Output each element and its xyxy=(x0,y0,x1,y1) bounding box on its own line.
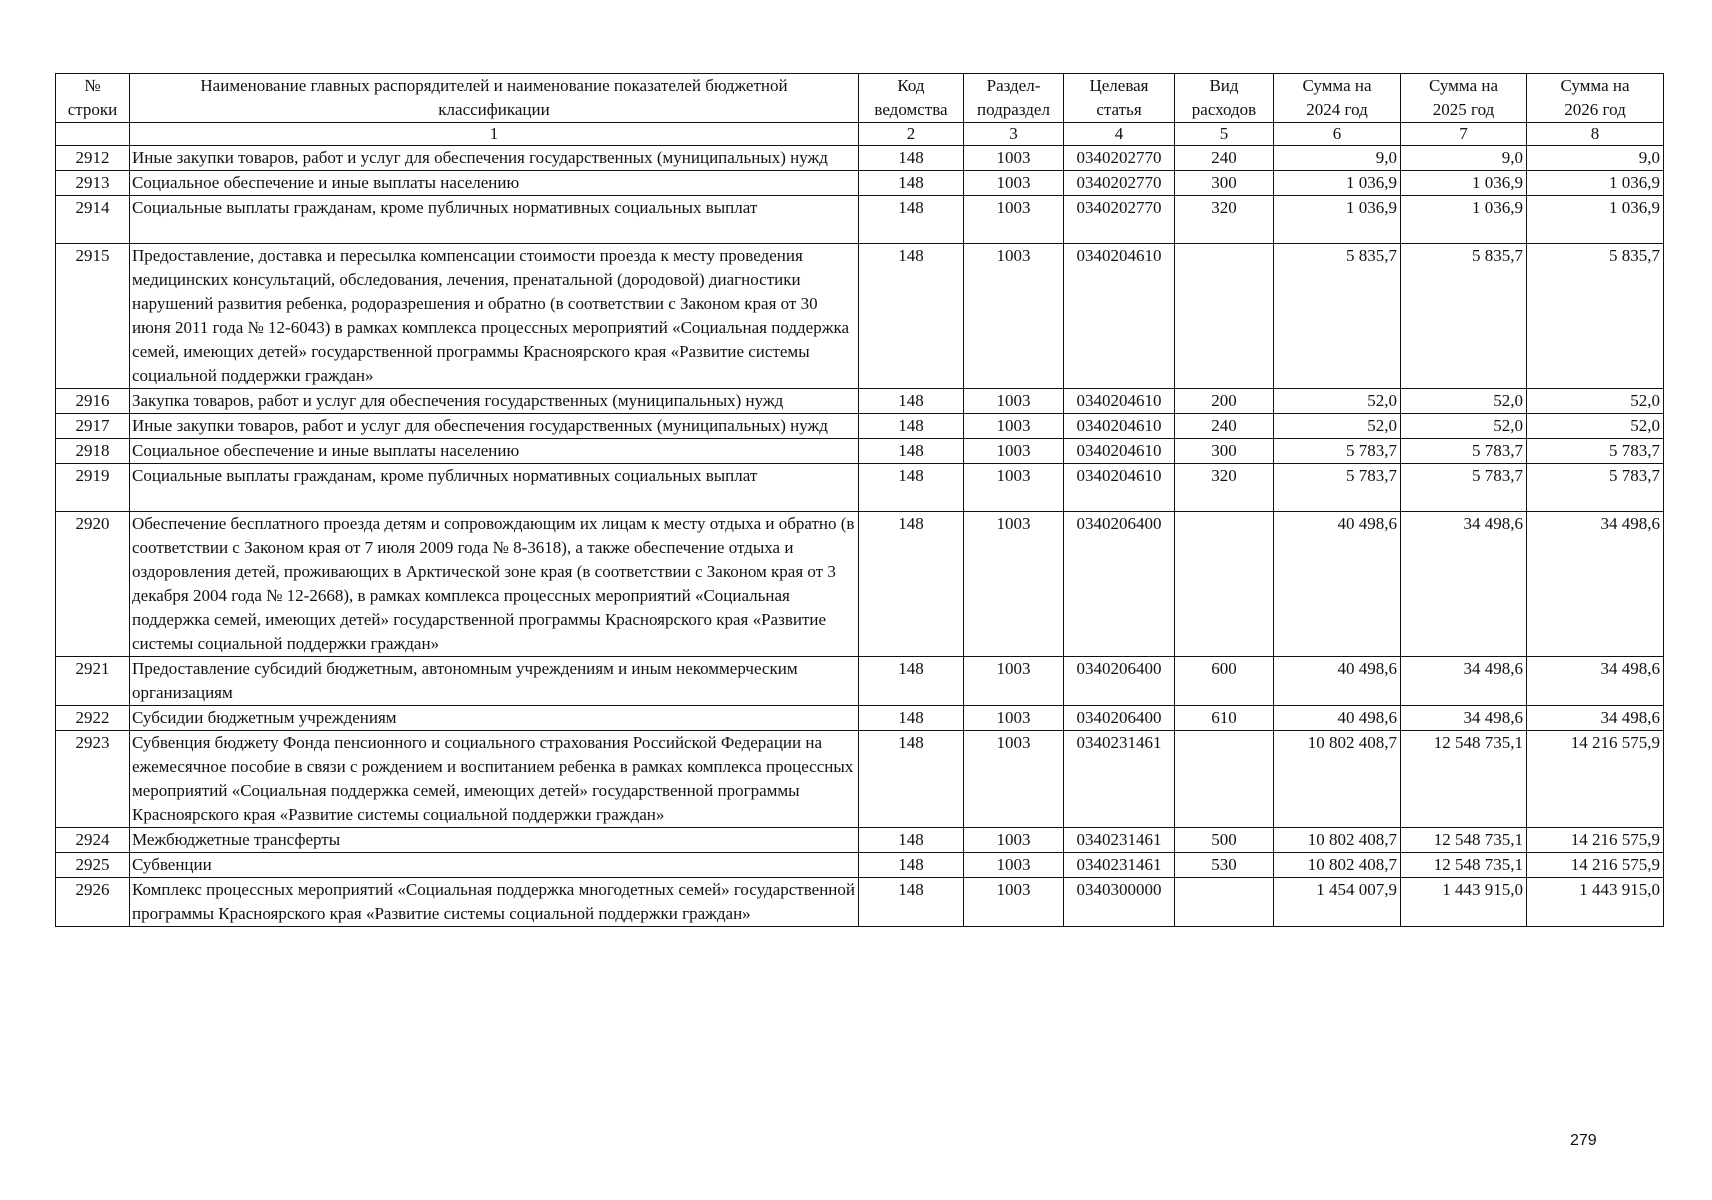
table-row xyxy=(56,414,1664,439)
row-name: Иные закупки товаров, работ и услуг для обеспечения государственных (муниципальных) нужд xyxy=(130,414,859,439)
row-target: 0340231461 xyxy=(1064,731,1175,828)
page-number: 279 xyxy=(1570,1132,1597,1149)
table-row xyxy=(56,657,1664,706)
row-sum-2025: 1 036,9 xyxy=(1401,171,1527,196)
row-razdel: 1003 xyxy=(964,244,1064,389)
header-col-sum-2026: Сумма на 2026 год xyxy=(1527,74,1664,123)
row-number: 2913 xyxy=(56,171,130,196)
row-sum-2025: 34 498,6 xyxy=(1401,657,1527,706)
row-sum-2026: 14 216 575,9 xyxy=(1527,731,1664,828)
row-ved: 148 xyxy=(859,731,964,828)
column-number: 7 xyxy=(1401,123,1527,146)
row-target: 0340202770 xyxy=(1064,171,1175,196)
column-number: 4 xyxy=(1064,123,1175,146)
row-number: 2926 xyxy=(56,878,130,927)
row-vr: 320 xyxy=(1175,464,1274,512)
row-target: 0340206400 xyxy=(1064,657,1175,706)
row-razdel: 1003 xyxy=(964,171,1064,196)
row-sum-2024: 40 498,6 xyxy=(1274,706,1401,731)
column-number: 6 xyxy=(1274,123,1401,146)
row-ved: 148 xyxy=(859,244,964,389)
table-row xyxy=(56,146,1664,171)
row-sum-2026: 5 783,7 xyxy=(1527,439,1664,464)
row-sum-2025: 9,0 xyxy=(1401,146,1527,171)
row-razdel: 1003 xyxy=(964,828,1064,853)
row-target: 0340202770 xyxy=(1064,146,1175,171)
row-target: 0340206400 xyxy=(1064,512,1175,657)
row-sum-2024: 5 783,7 xyxy=(1274,464,1401,512)
row-vr xyxy=(1175,731,1274,828)
row-number: 2917 xyxy=(56,414,130,439)
row-razdel: 1003 xyxy=(964,439,1064,464)
row-ved: 148 xyxy=(859,828,964,853)
header-col-name: Наименование главных распорядителей и наименование показателей бюджетной классификации xyxy=(130,74,859,123)
row-sum-2026: 52,0 xyxy=(1527,414,1664,439)
header-col-sum-2024: Сумма на 2024 год xyxy=(1274,74,1401,123)
table-row xyxy=(56,244,1664,389)
row-number: 2925 xyxy=(56,853,130,878)
table-row xyxy=(56,853,1664,878)
row-sum-2025: 34 498,6 xyxy=(1401,512,1527,657)
row-name: Социальные выплаты гражданам, кроме публичных нормативных социальных выплат xyxy=(130,464,859,512)
row-sum-2024: 40 498,6 xyxy=(1274,657,1401,706)
row-name: Предоставление, доставка и пересылка компенсации стоимости проезда к месту проведения медицинских консультаций, обследования, лечения, пренатальной (дородовой) диагностики нарушений развития ребенка, родоразрешения и обратно (в соответствии с Законом края от 30 июня 2011 года № 12-6043) в рамках комплекса процессных мероприятий «Социальная поддержка семей, имеющих детей» государственной программы Красноярского края «Развитие системы социальной поддержки граждан» xyxy=(130,244,859,389)
row-sum-2024: 10 802 408,7 xyxy=(1274,828,1401,853)
row-sum-2025: 52,0 xyxy=(1401,414,1527,439)
row-target: 0340204610 xyxy=(1064,464,1175,512)
table-row xyxy=(56,828,1664,853)
column-number xyxy=(56,123,130,146)
row-target: 0340204610 xyxy=(1064,414,1175,439)
row-ved: 148 xyxy=(859,439,964,464)
column-number: 3 xyxy=(964,123,1064,146)
row-sum-2025: 12 548 735,1 xyxy=(1401,828,1527,853)
row-vr: 530 xyxy=(1175,853,1274,878)
header-col-no: № строки xyxy=(56,74,130,123)
row-razdel: 1003 xyxy=(964,731,1064,828)
row-sum-2026: 14 216 575,9 xyxy=(1527,853,1664,878)
column-number-row xyxy=(56,123,1664,146)
row-vr: 500 xyxy=(1175,828,1274,853)
row-ved: 148 xyxy=(859,657,964,706)
table-row xyxy=(56,439,1664,464)
row-sum-2024: 1 036,9 xyxy=(1274,171,1401,196)
row-vr: 300 xyxy=(1175,171,1274,196)
row-vr: 300 xyxy=(1175,439,1274,464)
row-sum-2026: 34 498,6 xyxy=(1527,706,1664,731)
table-row xyxy=(56,512,1664,657)
header-col-razdel: Раздел- подраздел xyxy=(964,74,1064,123)
row-name: Субвенция бюджету Фонда пенсионного и социального страхования Российской Федерации на ежемесячное пособие в связи с рождением и воспитанием ребенка в рамках комплекса процессных мероприятий «Социальная поддержка семей, имеющих детей» государственной программы Красноярского края «Развитие системы социальной поддержки граждан» xyxy=(130,731,859,828)
row-number: 2924 xyxy=(56,828,130,853)
row-target: 0340300000 xyxy=(1064,878,1175,927)
column-number: 5 xyxy=(1175,123,1274,146)
row-sum-2026: 34 498,6 xyxy=(1527,512,1664,657)
row-target: 0340204610 xyxy=(1064,439,1175,464)
row-ved: 148 xyxy=(859,464,964,512)
table-row xyxy=(56,706,1664,731)
row-razdel: 1003 xyxy=(964,657,1064,706)
row-sum-2024: 5 783,7 xyxy=(1274,439,1401,464)
row-ved: 148 xyxy=(859,414,964,439)
row-ved: 148 xyxy=(859,389,964,414)
row-razdel: 1003 xyxy=(964,706,1064,731)
row-ved: 148 xyxy=(859,171,964,196)
row-number: 2922 xyxy=(56,706,130,731)
row-sum-2024: 1 036,9 xyxy=(1274,196,1401,244)
row-ved: 148 xyxy=(859,853,964,878)
column-number: 2 xyxy=(859,123,964,146)
row-razdel: 1003 xyxy=(964,196,1064,244)
row-vr: 240 xyxy=(1175,146,1274,171)
budget-table xyxy=(55,73,1664,927)
column-number: 1 xyxy=(130,123,859,146)
row-number: 2916 xyxy=(56,389,130,414)
row-target: 0340231461 xyxy=(1064,828,1175,853)
table-row xyxy=(56,171,1664,196)
row-target: 0340206400 xyxy=(1064,706,1175,731)
row-ved: 148 xyxy=(859,706,964,731)
row-vr: 600 xyxy=(1175,657,1274,706)
row-sum-2024: 9,0 xyxy=(1274,146,1401,171)
row-ved: 148 xyxy=(859,878,964,927)
row-vr: 240 xyxy=(1175,414,1274,439)
row-sum-2026: 5 783,7 xyxy=(1527,464,1664,512)
row-name: Предоставление субсидий бюджетным, автономным учреждениям и иным некоммерческим организациям xyxy=(130,657,859,706)
row-sum-2026: 52,0 xyxy=(1527,389,1664,414)
row-razdel: 1003 xyxy=(964,389,1064,414)
row-name: Субсидии бюджетным учреждениям xyxy=(130,706,859,731)
row-razdel: 1003 xyxy=(964,146,1064,171)
table-row xyxy=(56,389,1664,414)
header-row xyxy=(56,74,1664,123)
row-razdel: 1003 xyxy=(964,878,1064,927)
row-sum-2025: 5 783,7 xyxy=(1401,464,1527,512)
row-target: 0340231461 xyxy=(1064,853,1175,878)
row-razdel: 1003 xyxy=(964,512,1064,657)
row-sum-2024: 52,0 xyxy=(1274,414,1401,439)
row-sum-2026: 1 036,9 xyxy=(1527,171,1664,196)
row-ved: 148 xyxy=(859,512,964,657)
row-name: Комплекс процессных мероприятий «Социальная поддержка многодетных семей» государственной программы Красноярского края «Развитие системы социальной поддержки граждан» xyxy=(130,878,859,927)
row-number: 2919 xyxy=(56,464,130,512)
row-sum-2024: 1 454 007,9 xyxy=(1274,878,1401,927)
row-number: 2918 xyxy=(56,439,130,464)
budget-table-sheet xyxy=(55,73,1663,927)
table-row xyxy=(56,731,1664,828)
row-razdel: 1003 xyxy=(964,464,1064,512)
row-name: Обеспечение бесплатного проезда детям и сопровождающим их лицам к месту отдыха и обратно (в соответствии с Законом края от 7 июля 2009 года № 8-3618), а также обеспечение отдыха и оздоровления детей, проживающих в Арктической зоне края (в соответствии с Законом края от 3 декабря 2004 года № 12-2668), в рамках комплекса процессных мероприятий «Социальная поддержка семей, имеющих детей» государственной программы Красноярского края «Развитие системы социальной поддержки граждан» xyxy=(130,512,859,657)
row-number: 2921 xyxy=(56,657,130,706)
row-vr: 200 xyxy=(1175,389,1274,414)
row-target: 0340204610 xyxy=(1064,244,1175,389)
column-number: 8 xyxy=(1527,123,1664,146)
row-sum-2026: 5 835,7 xyxy=(1527,244,1664,389)
row-sum-2025: 52,0 xyxy=(1401,389,1527,414)
row-sum-2024: 5 835,7 xyxy=(1274,244,1401,389)
row-vr xyxy=(1175,512,1274,657)
row-sum-2025: 1 036,9 xyxy=(1401,196,1527,244)
row-target: 0340204610 xyxy=(1064,389,1175,414)
row-name: Иные закупки товаров, работ и услуг для обеспечения государственных (муниципальных) нужд xyxy=(130,146,859,171)
row-target: 0340202770 xyxy=(1064,196,1175,244)
row-sum-2024: 52,0 xyxy=(1274,389,1401,414)
row-sum-2025: 1 443 915,0 xyxy=(1401,878,1527,927)
row-razdel: 1003 xyxy=(964,414,1064,439)
row-sum-2026: 34 498,6 xyxy=(1527,657,1664,706)
row-number: 2915 xyxy=(56,244,130,389)
row-sum-2025: 5 835,7 xyxy=(1401,244,1527,389)
row-vr xyxy=(1175,244,1274,389)
row-name: Межбюджетные трансферты xyxy=(130,828,859,853)
row-number: 2920 xyxy=(56,512,130,657)
row-sum-2025: 34 498,6 xyxy=(1401,706,1527,731)
row-vr xyxy=(1175,878,1274,927)
table-row xyxy=(56,196,1664,244)
row-sum-2024: 10 802 408,7 xyxy=(1274,853,1401,878)
row-sum-2025: 12 548 735,1 xyxy=(1401,853,1527,878)
row-sum-2026: 14 216 575,9 xyxy=(1527,828,1664,853)
row-name: Закупка товаров, работ и услуг для обеспечения государственных (муниципальных) нужд xyxy=(130,389,859,414)
row-number: 2912 xyxy=(56,146,130,171)
row-name: Социальное обеспечение и иные выплаты населению xyxy=(130,171,859,196)
table-row xyxy=(56,878,1664,927)
table-row xyxy=(56,464,1664,512)
row-ved: 148 xyxy=(859,196,964,244)
row-ved: 148 xyxy=(859,146,964,171)
header-col-sum-2025: Сумма на 2025 год xyxy=(1401,74,1527,123)
row-sum-2024: 10 802 408,7 xyxy=(1274,731,1401,828)
header-col-vr: Вид расходов xyxy=(1175,74,1274,123)
row-sum-2026: 1 443 915,0 xyxy=(1527,878,1664,927)
row-sum-2026: 1 036,9 xyxy=(1527,196,1664,244)
row-razdel: 1003 xyxy=(964,853,1064,878)
row-sum-2024: 40 498,6 xyxy=(1274,512,1401,657)
row-sum-2025: 12 548 735,1 xyxy=(1401,731,1527,828)
row-name: Социальное обеспечение и иные выплаты населению xyxy=(130,439,859,464)
row-sum-2025: 5 783,7 xyxy=(1401,439,1527,464)
row-vr: 320 xyxy=(1175,196,1274,244)
row-number: 2914 xyxy=(56,196,130,244)
row-number: 2923 xyxy=(56,731,130,828)
row-name: Социальные выплаты гражданам, кроме публичных нормативных социальных выплат xyxy=(130,196,859,244)
header-col-ved: Код ведомства xyxy=(859,74,964,123)
row-name: Субвенции xyxy=(130,853,859,878)
row-vr: 610 xyxy=(1175,706,1274,731)
row-sum-2026: 9,0 xyxy=(1527,146,1664,171)
header-col-cs: Целевая статья xyxy=(1064,74,1175,123)
